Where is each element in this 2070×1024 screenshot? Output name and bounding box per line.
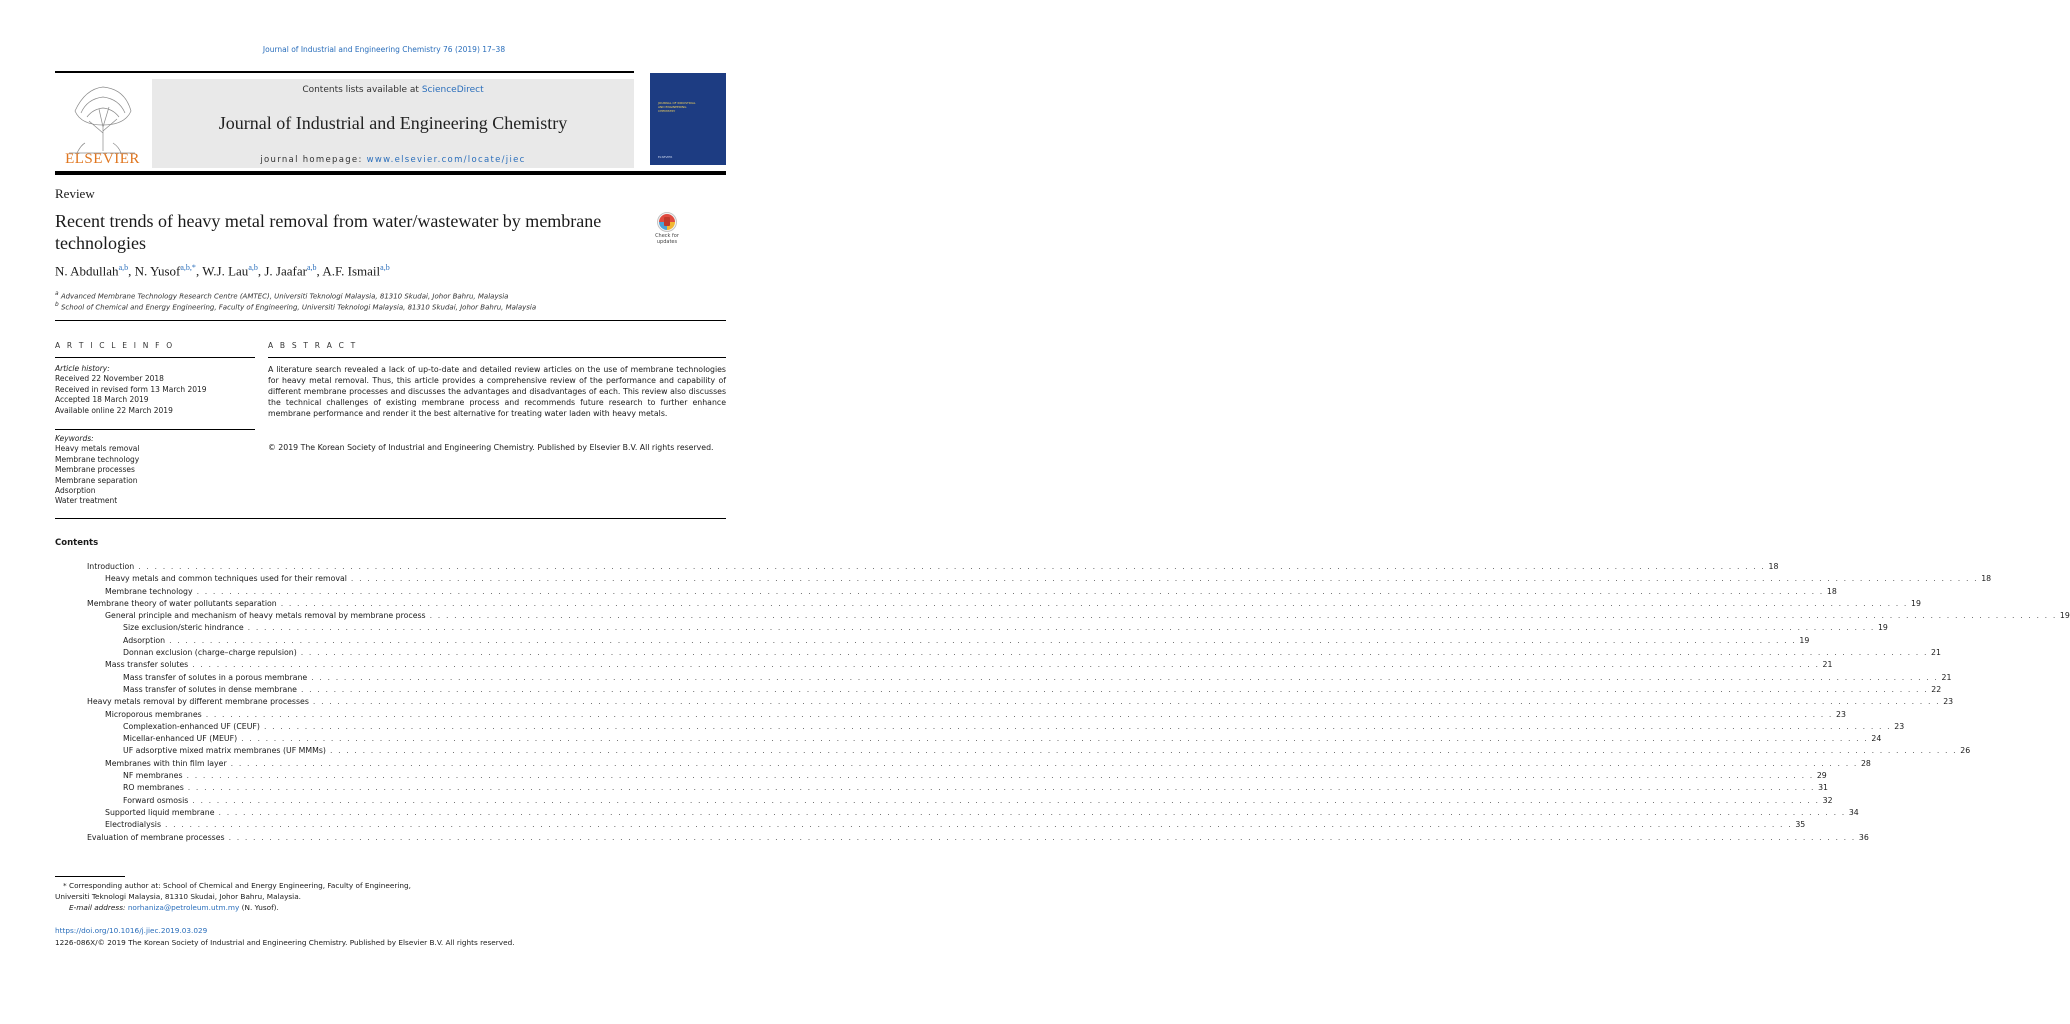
toc-leader-dots: . . . . . . . . . . . . . . . . . . . . . . . . . . . . . . . . . . . . . . . . . . . . . . . . . . . . . . . . . . . . . . . . . . . . . . . . . . . . . . . . . . . . . . . . . . . . . . . . . . . . . . . . . . . . . . . . . . . . . . . . . . . . . . . . . . . . . . . . . . . . . . . . . . . . . . . . . . . . . . . . . . . . . . . . . . . . . . . . . . . . . . . . . . . . . . . . . . . . . . . .: [230, 758, 1858, 768]
toc-leader-dots: . . . . . . . . . . . . . . . . . . . . . . . . . . . . . . . . . . . . . . . . . . . . . . . . . . . . . . . . . . . . . . . . . . . . . . . . . . . . . . . . . . . . . . . . . . . . . . . . . . . . . . . . . . . . . . . . . . . . . . . . . . . . . . . . . . . . . . . . . . . . . . . . . . . . . . . . . . . . . . . . . . . . . . . . . . . . . . . . . . . . . . . . . . . . . . . . . . . . . . . .: [263, 721, 1892, 731]
keywords: [55, 434, 255, 507]
toc-leader-dots: . . . . . . . . . . . . . . . . . . . . . . . . . . . . . . . . . . . . . . . . . . . . . . . . . . . . . . . . . . . . . . . . . . . . . . . . . . . . . . . . . . . . . . . . . . . . . . . . . . . . . . . . . . . . . . . . . . . . . . . . . . . . . . . . . . . . . . . . . . . . . . . . . . . . . . . . . . . . . . . . . . . . . . . . . . . . . . . . . . . . . . . . . . . . . . . . . . . . . . . .: [169, 635, 1797, 645]
homepage-link[interactable]: www.elsevier.com/locate/jiec: [366, 155, 526, 165]
email-label: E-mail address:: [69, 903, 126, 912]
toc-entry[interactable]: [55, 561, 1779, 573]
footnote-text: Corresponding author at: School of Chemical and Energy Engineering, Faculty of Engineering, Universiti Teknologi Malaysia, 81310 Skudai, Johor Bahru, Malaysia.: [55, 881, 411, 901]
email-link[interactable]: norhaniza@petroleum.utm.my: [127, 903, 240, 912]
toc-page-number: 31: [1818, 783, 1828, 793]
toc-leader-dots: . . . . . . . . . . . . . . . . . . . . . . . . . . . . . . . . . . . . . . . . . . . . . . . . . . . . . . . . . . . . . . . . . . . . . . . . . . . . . . . . . . . . . . . . . . . . . . . . . . . . . . . . . . . . . . . . . . . . . . . . . . . . . . . . . . . . . . . . . . . . . . . . . . . . . . . . . . . . . . . . . . . . . . . . . . . . . . . . . . . . . . . . . . . . . . . . . . . . . . . .: [165, 820, 1793, 830]
toc-page-number: 18: [1826, 586, 1837, 596]
toc-entry-label: Heavy metals and common techniques used for their removal: [105, 574, 347, 584]
toc-page-number: 21: [1822, 660, 1833, 670]
toc-entry-label: NF membranes: [123, 771, 183, 781]
toc-leader-dots: . . . . . . . . . . . . . . . . . . . . . . . . . . . . . . . . . . . . . . . . . . . . . . . . . . . . . . . . . . . . . . . . . . . . . . . . . . . . . . . . . . . . . . . . . . . . . . . . . . . . . . . . . . . . . . . . . . . . . . . . . . . . . . . . . . . . . . . . . . . . . . . . . . . . . . . . . . . . . . . . . . . . . . . . . . . . . . . . . . . . . . . . . . . . . . . . . . . . . . . .: [311, 672, 1939, 682]
toc-page-number: 18: [1981, 574, 1992, 584]
toc-entry-label: Membranes with thin film layer: [105, 758, 227, 768]
toc-leader-dots: . . . . . . . . . . . . . . . . . . . . . . . . . . . . . . . . . . . . . . . . . . . . . . . . . . . . . . . . . . . . . . . . . . . . . . . . . . . . . . . . . . . . . . . . . . . . . . . . . . . . . . . . . . . . . . . . . . . . . . . . . . . . . . . . . . . . . . . . . . . . . . . . . . . . . . . . . . . . . . . . . . . . . . . . . . . . . . . . . . . . . . . . . . . . . . . . . . . . . . . .: [187, 783, 1816, 793]
toc-leader-dots: . . . . . . . . . . . . . . . . . . . . . . . . . . . . . . . . . . . . . . . . . . . . . . . . . . . . . . . . . . . . . . . . . . . . . . . . . . . . . . . . . . . . . . . . . . . . . . . . . . . . . . . . . . . . . . . . . . . . . . . . . . . . . . . . . . . . . . . . . . . . . . . . . . . . . . . . . . . . . . . . . . . . . . . . . . . . . . . . . . . . . . . . . . . . . . . . . . . . . . . .: [218, 807, 1846, 817]
toc-entry-label: Heavy metals removal by different membrane processes: [87, 697, 309, 707]
table-of-contents: [55, 561, 2070, 844]
toc-leader-dots: . . . . . . . . . . . . . . . . . . . . . . . . . . . . . . . . . . . . . . . . . . . . . . . . . . . . . . . . . . . . . . . . . . . . . . . . . . . . . . . . . . . . . . . . . . . . . . . . . . . . . . . . . . . . . . . . . . . . . . . . . . . . . . . . . . . . . . . . . . . . . . . . . . . . . . . . . . . . . . . . . . . . . . . . . . . . . . . . . . . . . . . . . . . . . . . . . . . . . . . .: [429, 611, 2057, 621]
toc-entry[interactable]: [55, 672, 1952, 684]
toc-entry-label: RO membranes: [123, 783, 184, 793]
article-type: Review: [55, 186, 95, 201]
toc-leader-dots: . . . . . . . . . . . . . . . . . . . . . . . . . . . . . . . . . . . . . . . . . . . . . . . . . . . . . . . . . . . . . . . . . . . . . . . . . . . . . . . . . . . . . . . . . . . . . . . . . . . . . . . . . . . . . . . . . . . . . . . . . . . . . . . . . . . . . . . . . . . . . . . . . . . . . . . . . . . . . . . . . . . . . . . . . . . . . . . . . . . . . . . . . . . . . . . . . . . . . . . .: [280, 598, 1908, 608]
history-label: Article history:: [55, 364, 110, 373]
toc-entry-label: Membrane technology: [105, 586, 193, 596]
footnote-marker: *: [63, 881, 67, 890]
toc-page-number: 35: [1795, 820, 1806, 830]
toc-entry[interactable]: [55, 647, 1941, 659]
publisher-name: ELSEVIER: [65, 151, 140, 167]
toc-entry-label: Evaluation of membrane processes: [87, 832, 225, 842]
toc-page-number: 34: [1848, 807, 1859, 817]
toc-page-number: 28: [1860, 758, 1871, 768]
toc-leader-dots: . . . . . . . . . . . . . . . . . . . . . . . . . . . . . . . . . . . . . . . . . . . . . . . . . . . . . . . . . . . . . . . . . . . . . . . . . . . . . . . . . . . . . . . . . . . . . . . . . . . . . . . . . . . . . . . . . . . . . . . . . . . . . . . . . . . . . . . . . . . . . . . . . . . . . . . . . . . . . . . . . . . . . . . . . . . . . . . . . . . . . . . . . . . . . . . . . . . . . . . .: [312, 697, 1941, 707]
toc-entry-label: Forward osmosis: [123, 795, 189, 805]
abstract-heading: A B S T R A C T: [268, 341, 358, 350]
toc-entry-label: Microporous membranes: [105, 709, 202, 719]
author-affiliation-marker[interactable]: a,b: [306, 263, 317, 272]
abstract-rule: [268, 357, 726, 358]
toc-page-number: 21: [1931, 648, 1941, 658]
article-title: Recent trends of heavy metal removal from water/wastewater by membrane technologies: [55, 211, 602, 253]
toc-leader-dots: . . . . . . . . . . . . . . . . . . . . . . . . . . . . . . . . . . . . . . . . . . . . . . . . . . . . . . . . . . . . . . . . . . . . . . . . . . . . . . . . . . . . . . . . . . . . . . . . . . . . . . . . . . . . . . . . . . . . . . . . . . . . . . . . . . . . . . . . . . . . . . . . . . . . . . . . . . . . . . . . . . . . . . . . . . . . . . . . . . . . . . . . . . . . . . . . . . . . . . . .: [192, 795, 1820, 805]
keywords-rule: [55, 429, 255, 430]
toc-entry-label: UF adsorptive mixed matrix membranes (UF MMMs): [123, 746, 326, 756]
toc-leader-dots: . . . . . . . . . . . . . . . . . . . . . . . . . . . . . . . . . . . . . . . . . . . . . . . . . . . . . . . . . . . . . . . . . . . . . . . . . . . . . . . . . . . . . . . . . . . . . . . . . . . . . . . . . . . . . . . . . . . . . . . . . . . . . . . . . . . . . . . . . . . . . . . . . . . . . . . . . . . . . . . . . . . . . . . . . . . . . . . . . . . . . . . . . . . . . . . . . . . . . . . .: [205, 709, 1834, 719]
toc-page-number: 22: [1931, 684, 1942, 694]
toc-page-number: 21: [1941, 672, 1952, 682]
issn-copyright-line: 1226-086X/© 2019 The Korean Society of Industrial and Engineering Chemistry. Published by Elsevier B.V. All rights reserved.: [55, 938, 515, 947]
crossmark-label: Check for updates: [655, 233, 679, 245]
toc-page-number: 23: [1836, 709, 1846, 719]
toc-entry-label: General principle and mechanism of heavy metals removal by membrane process: [105, 611, 426, 621]
affiliation-b: $^b$ School of Chemical and Energy Engineering, Faculty of Engineering, Universiti Teknologi Malaysia, 81310 Skudai, Johor Bahru, Malaysia: [55, 302, 537, 312]
toc-leader-dots: . . . . . . . . . . . . . . . . . . . . . . . . . . . . . . . . . . . . . . . . . . . . . . . . . . . . . . . . . . . . . . . . . . . . . . . . . . . . . . . . . . . . . . . . . . . . . . . . . . . . . . . . . . . . . . . . . . . . . . . . . . . . . . . . . . . . . . . . . . . . . . . . . . . . . . . . . . . . . . . . . . . . . . . . . . . . . . . . . . . . . . . . . . . . . . . . . . . . . . . .: [196, 586, 1824, 596]
toc-leader-dots: . . . . . . . . . . . . . . . . . . . . . . . . . . . . . . . . . . . . . . . . . . . . . . . . . . . . . . . . . . . . . . . . . . . . . . . . . . . . . . . . . . . . . . . . . . . . . . . . . . . . . . . . . . . . . . . . . . . . . . . . . . . . . . . . . . . . . . . . . . . . . . . . . . . . . . . . . . . . . . . . . . . . . . . . . . . . . . . . . . . . . . . . . . . . . . . . . . . . . . . .: [138, 562, 1766, 571]
toc-entry[interactable]: [55, 807, 1859, 819]
toc-entry-label: Mass transfer solutes: [105, 660, 189, 670]
contents-heading: Contents: [55, 538, 99, 548]
contents-top-rule: [55, 518, 726, 519]
toc-page-number: 36: [1858, 832, 1869, 842]
toc-entry-label: Introduction: [87, 562, 135, 571]
toc-entry[interactable]: [55, 758, 1871, 770]
cover-publisher: ELSEVIER: [658, 155, 673, 159]
journal-band: [152, 79, 634, 168]
crossmark-icon: [648, 211, 686, 233]
journal-cover-thumbnail[interactable]: [650, 73, 726, 165]
toc-entry[interactable]: [55, 622, 1888, 634]
toc-entry[interactable]: [55, 745, 1971, 757]
toc-entry[interactable]: [55, 598, 1921, 610]
keyword: Adsorption: [55, 486, 96, 496]
affiliation-a: $^a$ Advanced Membrane Technology Research Centre (AMTEC), Universiti Teknologi Malaysia, 81310 Skudai, Johor Bahru, Malaysia: [55, 291, 509, 301]
toc-page-number: 18: [1768, 562, 1779, 571]
toc-entry[interactable]: [55, 586, 1837, 598]
toc-leader-dots: . . . . . . . . . . . . . . . . . . . . . . . . . . . . . . . . . . . . . . . . . . . . . . . . . . . . . . . . . . . . . . . . . . . . . . . . . . . . . . . . . . . . . . . . . . . . . . . . . . . . . . . . . . . . . . . . . . . . . . . . . . . . . . . . . . . . . . . . . . . . . . . . . . . . . . . . . . . . . . . . . . . . . . . . . . . . . . . . . . . . . . . . . . . . . . . . . . . . . . . .: [192, 660, 1820, 670]
toc-leader-dots: . . . . . . . . . . . . . . . . . . . . . . . . . . . . . . . . . . . . . . . . . . . . . . . . . . . . . . . . . . . . . . . . . . . . . . . . . . . . . . . . . . . . . . . . . . . . . . . . . . . . . . . . . . . . . . . . . . . . . . . . . . . . . . . . . . . . . . . . . . . . . . . . . . . . . . . . . . . . . . . . . . . . . . . . . . . . . . . . . . . . . . . . . . . . . . . . . . . . . . . .: [247, 623, 1875, 633]
footnote-rule: [55, 876, 125, 877]
toc-entry-label: Micellar-enhanced UF (MEUF): [123, 734, 238, 744]
email-suffix: (N. Yusof).: [241, 903, 279, 912]
keyword: Water treatment: [55, 496, 118, 506]
toc-leader-dots: . . . . . . . . . . . . . . . . . . . . . . . . . . . . . . . . . . . . . . . . . . . . . . . . . . . . . . . . . . . . . . . . . . . . . . . . . . . . . . . . . . . . . . . . . . . . . . . . . . . . . . . . . . . . . . . . . . . . . . . . . . . . . . . . . . . . . . . . . . . . . . . . . . . . . . . . . . . . . . . . . . . . . . . . . . . . . . . . . . . . . . . . . . . . . . . . . . . . . . . .: [241, 734, 1869, 744]
masthead-bottom-rule: [55, 171, 726, 175]
toc-entry-label: Complexation-enhanced UF (CEUF): [123, 721, 260, 731]
toc-entry-label: Supported liquid membrane: [105, 807, 215, 817]
toc-entry[interactable]: [55, 709, 1846, 721]
toc-leader-dots: . . . . . . . . . . . . . . . . . . . . . . . . . . . . . . . . . . . . . . . . . . . . . . . . . . . . . . . . . . . . . . . . . . . . . . . . . . . . . . . . . . . . . . . . . . . . . . . . . . . . . . . . . . . . . . . . . . . . . . . . . . . . . . . . . . . . . . . . . . . . . . . . . . . . . . . . . . . . . . . . . . . . . . . . . . . . . . . . . . . . . . . . . . . . . . . . . . . . . . . .: [300, 648, 1929, 658]
toc-entry-label: Mass transfer of solutes in dense membrane: [123, 684, 297, 694]
toc-entry[interactable]: [55, 819, 1806, 831]
journal-title: Journal of Industrial and Engineering Chemistry: [218, 113, 568, 133]
toc-entry[interactable]: [55, 795, 1833, 807]
history-accepted: Accepted 18 March 2019: [55, 395, 149, 405]
history-received: Received 22 November 2018: [55, 374, 164, 384]
corresponding-author-footnote: [55, 880, 415, 913]
contents-line: [152, 85, 634, 95]
toc-entry[interactable]: [55, 659, 1833, 671]
affiliation-rule: [55, 320, 726, 321]
keyword: Membrane separation: [55, 475, 138, 485]
author-affiliation-marker[interactable]: a,b: [118, 263, 129, 272]
article-info-heading: A R T I C L E I N F O: [55, 341, 175, 350]
toc-page-number: 19: [1877, 623, 1888, 633]
toc-entry[interactable]: [55, 721, 1905, 733]
toc-entry[interactable]: [55, 610, 2070, 622]
toc-page-number: 19: [1799, 635, 1810, 645]
journal-masthead: [55, 73, 634, 168]
toc-entry-label: Donnan exclusion (charge–charge repulsion): [123, 648, 297, 658]
toc-leader-dots: . . . . . . . . . . . . . . . . . . . . . . . . . . . . . . . . . . . . . . . . . . . . . . . . . . . . . . . . . . . . . . . . . . . . . . . . . . . . . . . . . . . . . . . . . . . . . . . . . . . . . . . . . . . . . . . . . . . . . . . . . . . . . . . . . . . . . . . . . . . . . . . . . . . . . . . . . . . . . . . . . . . . . . . . . . . . . . . . . . . . . . . . . . . . . . . . . . . . . . . .: [350, 574, 1979, 584]
toc-entry-label: Membrane theory of water pollutants separation: [87, 598, 277, 608]
article-info-rule: [55, 357, 255, 358]
keyword: Heavy metals removal: [55, 444, 140, 454]
toc-page-number: 23: [1894, 721, 1905, 731]
toc-page-number: 24: [1871, 734, 1882, 744]
author-name[interactable]: N. Yusof: [134, 263, 181, 279]
doi-link[interactable]: https://doi.org/10.1016/j.jiec.2019.03.029: [55, 926, 208, 935]
toc-entry[interactable]: [55, 770, 1827, 782]
toc-leader-dots: . . . . . . . . . . . . . . . . . . . . . . . . . . . . . . . . . . . . . . . . . . . . . . . . . . . . . . . . . . . . . . . . . . . . . . . . . . . . . . . . . . . . . . . . . . . . . . . . . . . . . . . . . . . . . . . . . . . . . . . . . . . . . . . . . . . . . . . . . . . . . . . . . . . . . . . . . . . . . . . . . . . . . . . . . . . . . . . . . . . . . . . . . . . . . . . . . . . . . . . .: [186, 771, 1814, 781]
author-affiliation-marker[interactable]: a,b: [248, 263, 258, 272]
toc-page-number: 19: [1911, 598, 1921, 608]
toc-entry[interactable]: [55, 635, 1810, 647]
toc-page-number: 26: [1960, 746, 1971, 756]
toc-leader-dots: . . . . . . . . . . . . . . . . . . . . . . . . . . . . . . . . . . . . . . . . . . . . . . . . . . . . . . . . . . . . . . . . . . . . . . . . . . . . . . . . . . . . . . . . . . . . . . . . . . . . . . . . . . . . . . . . . . . . . . . . . . . . . . . . . . . . . . . . . . . . . . . . . . . . . . . . . . . . . . . . . . . . . . . . . . . . . . . . . . . . . . . . . . . . . . . . . . . . . . . .: [300, 684, 1929, 694]
toc-entry[interactable]: [55, 832, 1869, 844]
sciencedirect-link[interactable]: ScienceDirect: [421, 85, 484, 95]
author-list: N. Abdullah$^{a,b}$, N. Yusof$^{a,b,*}$, W.J. Lau$^{a,b}$, J. Jaafar$^{a,b}$, A.F. Ismail$^{a,b}$: [55, 263, 390, 279]
author-affiliation-marker[interactable]: a,b: [380, 263, 390, 272]
toc-page-number: 23: [1943, 697, 1954, 707]
check-for-updates-badge[interactable]: [648, 211, 686, 248]
keyword: Membrane technology: [55, 454, 140, 464]
abstract-text: A literature search revealed a lack of up-to-date and detailed review articles on the use of membrane technologies for heavy metal removal. Thus, this article provides a comprehensive review of the performance and capability of different membrane processes and discusses the advantages and disadvantages of each. This review also discusses the technical challenges of existing membrane process and recommends future research to further enhance membrane performance and render it the best alternative for treating water laden with heavy metals.: [268, 365, 726, 419]
contents-prefix: Contents lists available at: [302, 85, 422, 95]
cover-title: JOURNAL OF INDUSTRIAL AND ENGINEERING CHEMISTRY: [658, 101, 696, 113]
running-head[interactable]: Journal of Industrial and Engineering Chemistry 76 (2019) 17–38: [262, 45, 506, 54]
author-name[interactable]: A.F. Ismail: [322, 263, 381, 279]
author-name[interactable]: J. Jaafar: [264, 263, 307, 279]
history-revised: Received in revised form 13 March 2019: [55, 384, 207, 394]
toc-entry-label: Mass transfer of solutes in a porous membrane: [123, 672, 308, 682]
author-name[interactable]: N. Abdullah: [55, 263, 119, 279]
abstract-copyright: © 2019 The Korean Society of Industrial and Engineering Chemistry. Published by Elsevier B.V. All rights reserved.: [268, 443, 714, 452]
article-history: [55, 364, 255, 416]
toc-entry[interactable]: [55, 696, 1954, 708]
toc-page-number: 29: [1816, 771, 1827, 781]
toc-entry-label: Size exclusion/steric hindrance: [123, 623, 244, 633]
toc-entry[interactable]: [55, 733, 1882, 745]
history-online: Available online 22 March 2019: [55, 405, 173, 415]
toc-entry[interactable]: [55, 684, 1942, 696]
homepage-line: [152, 155, 634, 165]
toc-entry[interactable]: [55, 782, 1828, 794]
toc-entry[interactable]: [55, 573, 1992, 585]
toc-entry-label: Electrodialysis: [105, 820, 162, 830]
homepage-prefix: journal homepage:: [260, 155, 367, 165]
toc-leader-dots: . . . . . . . . . . . . . . . . . . . . . . . . . . . . . . . . . . . . . . . . . . . . . . . . . . . . . . . . . . . . . . . . . . . . . . . . . . . . . . . . . . . . . . . . . . . . . . . . . . . . . . . . . . . . . . . . . . . . . . . . . . . . . . . . . . . . . . . . . . . . . . . . . . . . . . . . . . . . . . . . . . . . . . . . . . . . . . . . . . . . . . . . . . . . . . . . . . . . . . . .: [329, 746, 1958, 756]
keyword: Membrane processes: [55, 465, 135, 475]
author-affiliation-marker[interactable]: a,b,*: [180, 263, 196, 272]
toc-page-number: 32: [1822, 795, 1833, 805]
keywords-label: Keywords:: [55, 434, 94, 443]
elsevier-logo[interactable]: [55, 73, 150, 168]
toc-page-number: 19: [2059, 611, 2070, 621]
toc-leader-dots: . . . . . . . . . . . . . . . . . . . . . . . . . . . . . . . . . . . . . . . . . . . . . . . . . . . . . . . . . . . . . . . . . . . . . . . . . . . . . . . . . . . . . . . . . . . . . . . . . . . . . . . . . . . . . . . . . . . . . . . . . . . . . . . . . . . . . . . . . . . . . . . . . . . . . . . . . . . . . . . . . . . . . . . . . . . . . . . . . . . . . . . . . . . . . . . . . . . . . . . .: [228, 832, 1856, 842]
author-name[interactable]: W.J. Lau: [202, 263, 249, 279]
toc-entry-label: Adsorption: [123, 635, 166, 645]
